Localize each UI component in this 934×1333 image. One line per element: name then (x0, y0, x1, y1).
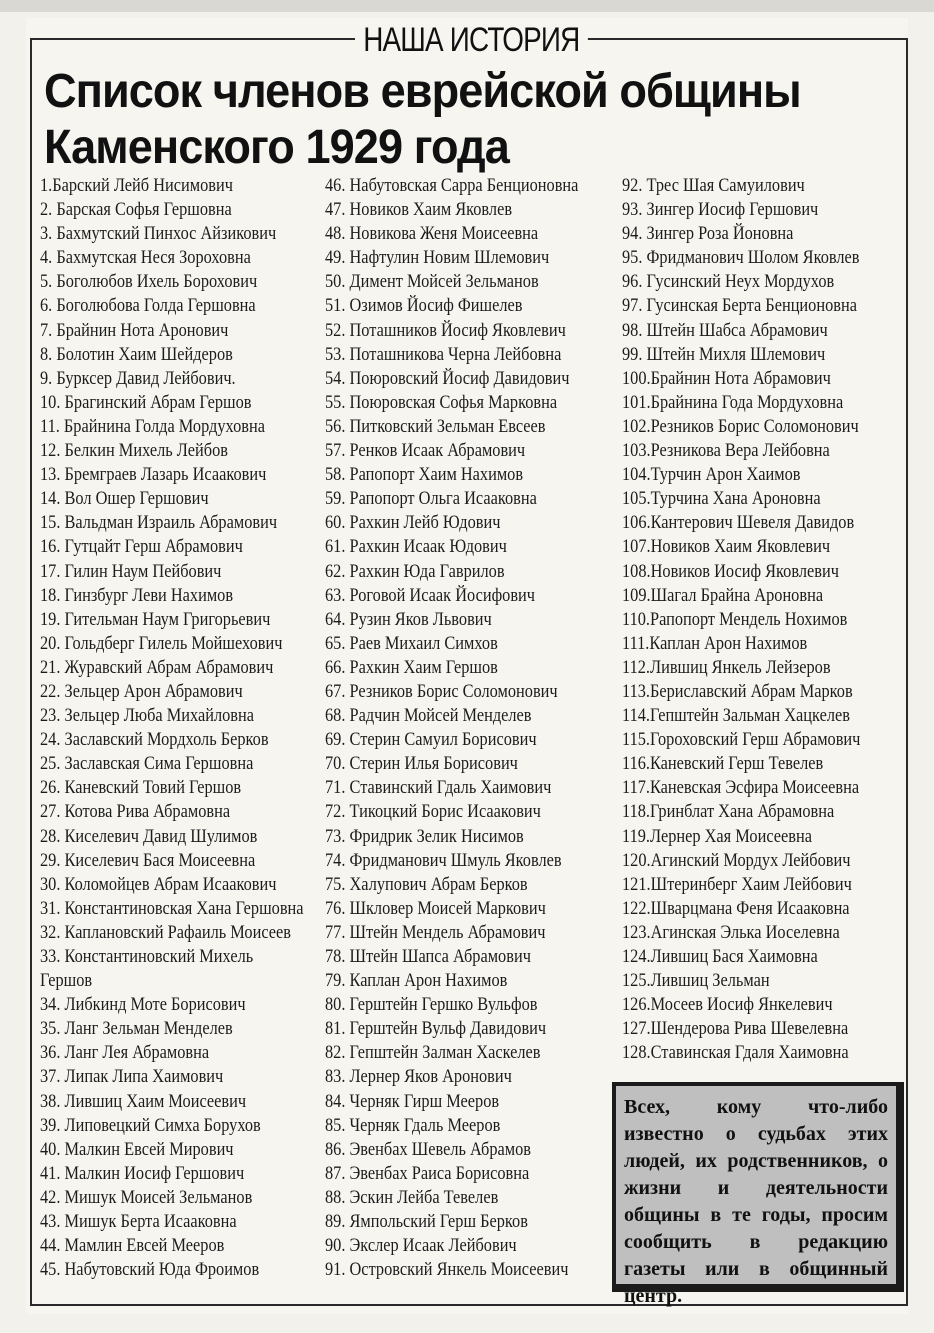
name-entry-text: 92. Трес Шая Самуилович (622, 175, 805, 196)
name-list-item (40, 1234, 298, 1258)
name-entry-text: 84. Черняк Гирш Мееров (325, 1090, 500, 1112)
name-list-item (325, 367, 583, 391)
name-entry-text: 83. Лернер Яков Аронович (325, 1066, 512, 1088)
name-entry-text: 93. Зингер Иосиф Гершович (622, 199, 819, 221)
name-entry-text: 38. Лившиц Хаим Моисеевич (40, 1090, 247, 1112)
names-column-2 (325, 174, 625, 1282)
name-list-item (622, 825, 880, 849)
name-entry-text: 126.Мосеев Иосиф Янкелевич (622, 994, 833, 1016)
name-list-item (40, 246, 298, 270)
name-list-item (40, 367, 298, 391)
name-entry-text: 52. Поташников Йосиф Яковлевич (325, 319, 566, 341)
name-list-item (622, 728, 880, 752)
names-column-3 (622, 174, 922, 1065)
name-list-item (40, 294, 298, 318)
name-list-item (325, 849, 583, 873)
name-list-item (325, 1065, 583, 1089)
name-entry-text: 119.Лернер Хая Моисеевна (622, 825, 812, 847)
name-entry-text: 117.Каневская Эсфира Моисеевна (622, 777, 860, 799)
name-list-item (40, 1162, 298, 1186)
name-list-item (325, 993, 583, 1017)
names-column-1 (40, 174, 340, 1282)
name-list-item (325, 969, 583, 993)
name-list-item (325, 1258, 583, 1282)
name-list-item (325, 1090, 583, 1114)
name-list-item (40, 849, 298, 873)
name-list-item (40, 825, 298, 849)
name-list-item (40, 1090, 298, 1114)
name-list-item (622, 511, 880, 535)
name-list-item (325, 487, 583, 511)
name-list-item (325, 945, 583, 969)
name-entry-text: 105.Турчина Хана Ароновна (622, 488, 821, 510)
name-entry-text: 39. Липовецкий Симха Борухов (40, 1114, 261, 1136)
name-entry-text: 50. Димент Мойсей Зельманов (325, 271, 539, 293)
name-entry-text: 2. Барская Софья Гершовна (40, 199, 232, 221)
name-list-item (40, 415, 298, 439)
name-entry-text: 33. Константиновский Михель Гершов (40, 946, 254, 992)
name-list-item (622, 608, 880, 632)
name-list-item (622, 174, 880, 198)
name-list-item (325, 1138, 583, 1162)
name-entry-text: 51. Озимов Йосиф Фишелев (325, 295, 523, 317)
name-list-item (622, 776, 880, 800)
name-list-item (325, 343, 583, 367)
name-list-item (622, 463, 880, 487)
name-entry-text: 31. Константиновская Хана Гершовна (40, 897, 304, 919)
name-entry-text: 8. Болотин Хаим Шейдеров (40, 343, 233, 365)
name-list-item (325, 728, 583, 752)
name-entry-text: 127.Шендерова Рива Шевелевна (622, 1018, 849, 1040)
name-list-item (325, 1114, 583, 1138)
name-entry-text: 118.Гринблат Хана Абрамовна (622, 801, 835, 823)
name-entry-text: 30. Коломойцев Абрам Исаакович (40, 873, 277, 895)
name-entry-text: 94. Зингер Роза Йоновна (622, 223, 794, 245)
name-entry-text: 120.Агинский Мордух Лейбович (622, 849, 851, 871)
name-list-item (40, 945, 298, 993)
name-entry-text: 88. Эскин Лейба Тевелев (325, 1186, 499, 1208)
name-entry-text: 96. Гусинский Неух Мордухов (622, 271, 835, 293)
name-entry-text: 11. Брайнина Голда Мордуховна (40, 415, 265, 437)
name-entry-text: 86. Эвенбах Шевель Абрамов (325, 1138, 531, 1160)
name-list-item (622, 439, 880, 463)
name-entry-text: 3. Бахмутский Пинхос Айзикович (40, 223, 277, 245)
name-entry-text: 76. Шкловер Моисей Маркович (325, 897, 546, 919)
name-entry-text: 100.Брайнин Нота Абрамович (622, 367, 831, 389)
name-list-item (622, 945, 880, 969)
name-list-item (622, 319, 880, 343)
name-entry-text: 43. Мишук Берта Исааковна (40, 1211, 237, 1233)
name-list-item (622, 1017, 880, 1041)
name-list-item (622, 969, 880, 993)
name-list-item (325, 1017, 583, 1041)
name-entry-text: 62. Рахкин Юда Гаврилов (325, 560, 505, 582)
name-entry-text: 21. Журавский Абрам Абрамович (40, 656, 274, 678)
name-list-item (325, 415, 583, 439)
name-entry-text: 26. Каневский Товий Гершов (40, 777, 242, 799)
name-list-item (325, 632, 583, 656)
name-entry-text: 54. Поюровский Йосиф Давидович (325, 367, 570, 389)
name-entry-text: 13. Бремграев Лазарь Исаакович (40, 464, 267, 486)
name-entry-text: 104.Турчин Арон Хаимов (622, 464, 801, 486)
name-list-item (325, 897, 583, 921)
name-list-item (622, 921, 880, 945)
name-list-item (622, 415, 880, 439)
headline-line-1: Список членов еврейской общины (44, 65, 801, 118)
name-list-item (40, 439, 298, 463)
name-list-item (622, 752, 880, 776)
name-list-item (40, 897, 304, 921)
name-list-item (40, 800, 298, 824)
name-entry-text: 58. Рапопорт Хаим Нахимов (325, 464, 524, 486)
name-list-item (40, 1210, 298, 1234)
name-entry-text: 25. Заславская Сима Гершовна (40, 753, 254, 775)
name-entry-text: 45. Набутовский Юда Фроимов (40, 1259, 260, 1281)
name-entry-text: 59. Рапопорт Ольга Исааковна (325, 488, 537, 510)
name-list-item (622, 222, 880, 246)
name-entry-text: 41. Малкин Иосиф Гершович (40, 1162, 245, 1184)
name-entry-text: 74. Фридманович Шмуль Яковлев (325, 849, 562, 871)
name-entry-text: 98. Штейн Шабса Абрамович (622, 319, 828, 341)
name-list-item (622, 656, 880, 680)
name-entry-text: 12. Белкин Михель Лейбов (40, 440, 228, 462)
name-entry-text: 122.Шварцмана Феня Исааковна (622, 897, 850, 919)
name-entry-text: 5. Боголюбов Ихель Борохович (40, 271, 258, 293)
name-entry-text: 106.Кантерович Шевеля Давидов (622, 512, 855, 534)
name-list-item (40, 319, 298, 343)
name-entry-text: 60. Рахкин Лейб Юдович (325, 512, 501, 534)
name-entry-text: 125.Лившиц Зельман (622, 970, 770, 992)
name-entry-text: 22. Зельцер Арон Абрамович (40, 680, 243, 702)
name-entry-text: 27. Котова Рива Абрамовна (40, 801, 231, 823)
name-list-item (40, 343, 298, 367)
name-list-item (325, 680, 583, 704)
name-list-item (622, 535, 880, 559)
name-list-item (325, 704, 583, 728)
appeal-notice: Всех, кому что-либо известно о судьбах этих людей, их родственников, о жизни и деятельности общины в те годы, просим сообщить в редакцию газеты или в общинный центр. (616, 1086, 896, 1284)
name-list-item (325, 1234, 583, 1258)
name-entry-text: 124.Лившиц Бася Хаимовна (622, 946, 818, 967)
name-entry-text: 110.Рапопорт Мендель Нохимов (622, 608, 848, 630)
name-list-item (40, 680, 298, 704)
name-list-item (325, 560, 583, 584)
name-list-item (325, 656, 583, 680)
name-entry-text: 68. Радчин Мойсей Менделев (325, 705, 532, 727)
name-list-item (325, 294, 583, 318)
name-entry-text: 23. Зельцер Люба Михайловна (40, 705, 255, 727)
name-entry-text: 63. Роговой Исаак Йосифович (325, 584, 536, 606)
name-entry-text: 4. Бахмутская Неся Зороховна (40, 247, 251, 269)
name-entry-text: 28. Киселевич Давид Шулимов (40, 825, 258, 847)
name-list-item (325, 270, 583, 294)
name-entry-text: 19. Гительман Наум Григорьевич (40, 608, 271, 630)
name-entry-text: 97. Гусинская Берта Бенционовна (622, 295, 857, 317)
name-entry-text: 56. Питковский Зельман Евсеев (325, 415, 546, 437)
name-list-item (622, 849, 880, 873)
name-entry-text: 29. Киселевич Бася Моисеевна (40, 849, 256, 871)
name-entry-text: 111.Каплан Арон Нахимов (622, 632, 808, 654)
name-entry-text: 55. Поюровская Софья Марковна (325, 391, 558, 413)
name-list-item (622, 367, 880, 391)
name-entry-text: 66. Рахкин Хаим Гершов (325, 656, 498, 678)
name-list-item (622, 584, 880, 608)
name-list-item (40, 560, 298, 584)
name-list-item (40, 776, 298, 800)
name-list-item (622, 1041, 880, 1065)
name-list-item (622, 198, 880, 222)
name-entry-text: 107.Новиков Хаим Яковлевич (622, 536, 831, 558)
name-entry-text: 1.Барский Лейб Нисимович (40, 175, 233, 196)
name-list-item (40, 752, 298, 776)
name-entry-text: 109.Шагал Брайна Ароновна (622, 584, 824, 606)
name-list-item (40, 1258, 298, 1282)
name-entry-text: 82. Гепштейн Залман Хаскелев (325, 1042, 541, 1064)
name-list-item (325, 391, 583, 415)
name-entry-text: 75. Халупович Абрам Берков (325, 873, 528, 895)
name-list-item (325, 246, 583, 270)
name-entry-text: 44. Мамлин Евсей Мееров (40, 1235, 225, 1257)
name-list-item (622, 246, 880, 270)
name-list-item (40, 270, 298, 294)
name-list-item (325, 608, 583, 632)
name-entry-text: 71. Ставинский Гдаль Хаимович (325, 777, 552, 799)
name-entry-text: 14. Вол Ошер Гершович (40, 488, 209, 510)
name-entry-text: 37. Липак Липа Хаимович (40, 1066, 224, 1088)
name-entry-text: 128.Ставинская Гдаля Хаимовна (622, 1042, 849, 1064)
name-entry-text: 24. Заславский Мордхоль Берков (40, 729, 269, 751)
name-list-item (40, 535, 298, 559)
name-list-item (325, 584, 583, 608)
section-rubric: НАША ИСТОРИЯ (355, 20, 588, 60)
name-list-item (325, 1186, 583, 1210)
name-list-item (325, 463, 583, 487)
name-entry-text: 42. Мишук Моисей Зельманов (40, 1186, 253, 1208)
name-list-item (40, 873, 298, 897)
name-list-item (40, 222, 298, 246)
name-list-item (622, 487, 880, 511)
name-entry-text: 57. Ренков Исаак Абрамович (325, 440, 526, 462)
name-list-item (40, 198, 298, 222)
name-list-item (325, 921, 583, 945)
name-list-item (40, 728, 298, 752)
name-entry-text: 116.Каневский Герш Тевелев (622, 753, 824, 775)
name-list-item (622, 873, 880, 897)
name-list-item (622, 391, 880, 415)
name-list-item (325, 222, 583, 246)
name-entry-text: 87. Эвенбах Раиса Борисовна (325, 1162, 530, 1184)
name-entry-text: 10. Брагинский Абрам Гершов (40, 391, 252, 413)
name-entry-text: 72. Тикоцкий Борис Исаакович (325, 801, 541, 823)
name-list-item (40, 487, 298, 511)
name-list-item (622, 993, 880, 1017)
name-entry-text: 7. Брайнин Нота Аронович (40, 319, 229, 341)
name-list-item (325, 1162, 583, 1186)
name-list-item (325, 825, 583, 849)
name-list-item (325, 752, 583, 776)
name-entry-text: 36. Ланг Лея Абрамовна (40, 1042, 210, 1064)
name-list-item (325, 319, 583, 343)
name-list-item (40, 632, 298, 656)
name-entry-text: 77. Штейн Мендель Абрамович (325, 921, 546, 943)
name-entry-text: 20. Гольдберг Гилель Мойшехович (40, 632, 283, 654)
name-list-item (40, 1186, 298, 1210)
name-entry-text: 81. Герштейн Вульф Давидович (325, 1018, 547, 1040)
name-entry-text: 6. Боголюбова Голда Гершовна (40, 295, 256, 317)
name-list-item (40, 391, 298, 415)
name-list-item (325, 1210, 583, 1234)
name-list-item (40, 1017, 298, 1041)
name-list-item (325, 511, 583, 535)
name-list-item (40, 993, 298, 1017)
name-entry-text: 101.Брайнина Года Мордуховна (622, 391, 844, 413)
article-headline (44, 64, 801, 176)
name-list-item (325, 800, 583, 824)
name-entry-text: 32. Каплановский Рафаиль Моисеев (40, 921, 292, 943)
name-entry-text: 99. Штейн Михля Шлемович (622, 343, 826, 365)
name-list-item (40, 1138, 298, 1162)
name-entry-text: 48. Новикова Женя Моисеевна (325, 223, 539, 245)
name-entry-text: 69. Стерин Самуил Борисович (325, 729, 537, 751)
name-entry-text: 73. Фридрик Зелик Нисимов (325, 825, 524, 847)
name-entry-text: 78. Штейн Шапса Абрамович (325, 946, 531, 967)
name-list-item (40, 656, 298, 680)
name-entry-text: 103.Резникова Вера Лейбовна (622, 440, 830, 462)
name-list-item (325, 439, 583, 463)
name-entry-text: 95. Фридманович Шолом Яковлев (622, 247, 860, 269)
name-list-item (622, 560, 880, 584)
name-list-item (40, 584, 298, 608)
name-list-item (622, 270, 880, 294)
headline-line-2: Каменского 1929 года (44, 121, 509, 174)
name-entry-text: 90. Экслер Исаак Лейбович (325, 1235, 517, 1257)
name-entry-text: 15. Вальдман Израиль Абрамович (40, 512, 278, 534)
name-list-item (40, 608, 298, 632)
name-entry-text: 18. Гинзбург Леви Нахимов (40, 584, 234, 606)
name-entry-text: 34. Либкинд Моте Борисович (40, 994, 246, 1016)
name-entry-text: 64. Рузин Яков Львович (325, 608, 492, 630)
name-entry-text: 115.Гороховский Герш Абрамович (622, 729, 861, 751)
name-list-item (40, 1041, 298, 1065)
name-entry-text: 65. Раев Михаил Симхов (325, 632, 498, 654)
name-list-item (622, 632, 880, 656)
name-entry-text: 70. Стерин Илья Борисович (325, 753, 518, 775)
name-entry-text: 91. Островский Янкель Моисеевич (325, 1259, 569, 1281)
name-list-item (622, 897, 880, 921)
name-list-item (622, 680, 880, 704)
name-list-item (40, 1114, 298, 1138)
name-entry-text: 46. Набутовская Сарра Бенционовна (325, 175, 579, 196)
name-list-item (325, 535, 583, 559)
name-entry-text: 40. Малкин Евсей Мирович (40, 1138, 234, 1160)
name-list-item (40, 511, 298, 535)
name-entry-text: 61. Рахкин Исаак Юдович (325, 536, 507, 558)
name-entry-text: 67. Резников Борис Соломонович (325, 680, 558, 702)
name-list-item (325, 1041, 583, 1065)
name-entry-text: 114.Гепштейн Зальман Хацкелев (622, 705, 850, 727)
name-list-item (622, 343, 880, 367)
name-entry-text: 108.Новиков Иосиф Яковлевич (622, 560, 839, 582)
name-entry-text: 53. Поташникова Черна Лейбовна (325, 343, 562, 365)
name-entry-text: 85. Черняк Гдаль Мееров (325, 1114, 501, 1136)
name-list-item (40, 1065, 298, 1089)
name-entry-text: 80. Герштейн Гершко Вульфов (325, 994, 538, 1016)
name-list-item (325, 198, 583, 222)
name-list-item (325, 776, 583, 800)
name-entry-text: 79. Каплан Арон Нахимов (325, 970, 508, 992)
name-list-item (40, 921, 298, 945)
name-entry-text: 113.Бериславский Абрам Марков (622, 680, 853, 702)
name-entry-text: 123.Агинская Элька Иоселевна (622, 921, 840, 943)
name-list-item (325, 873, 583, 897)
paper-top-edge (0, 0, 934, 12)
name-entry-text: 102.Резников Борис Соломонович (622, 415, 859, 437)
name-entry-text: 35. Ланг Зельман Менделев (40, 1018, 233, 1040)
name-list-item (40, 174, 298, 198)
name-entry-text: 112.Лившиц Янкель Лейзеров (622, 656, 831, 678)
name-entry-text: 89. Ямпольский Герш Берков (325, 1211, 528, 1233)
name-entry-text: 9. Бурксер Давид Лейбович. (40, 367, 236, 389)
name-entry-text: 16. Гутцайт Герш Абрамович (40, 536, 243, 558)
name-entry-text: 17. Гилин Наум Пейбович (40, 560, 222, 582)
name-entry-text: 121.Штеринберг Хаим Лейбович (622, 873, 852, 895)
name-list-item (325, 174, 583, 198)
name-list-item (40, 463, 298, 487)
name-entry-text: 49. Нафтулин Новим Шлемович (325, 247, 550, 269)
name-list-item (622, 800, 880, 824)
name-list-item (622, 704, 880, 728)
name-list-item (622, 294, 880, 318)
name-entry-text: 47. Новиков Хаим Яковлев (325, 199, 513, 221)
name-list-item (40, 704, 298, 728)
